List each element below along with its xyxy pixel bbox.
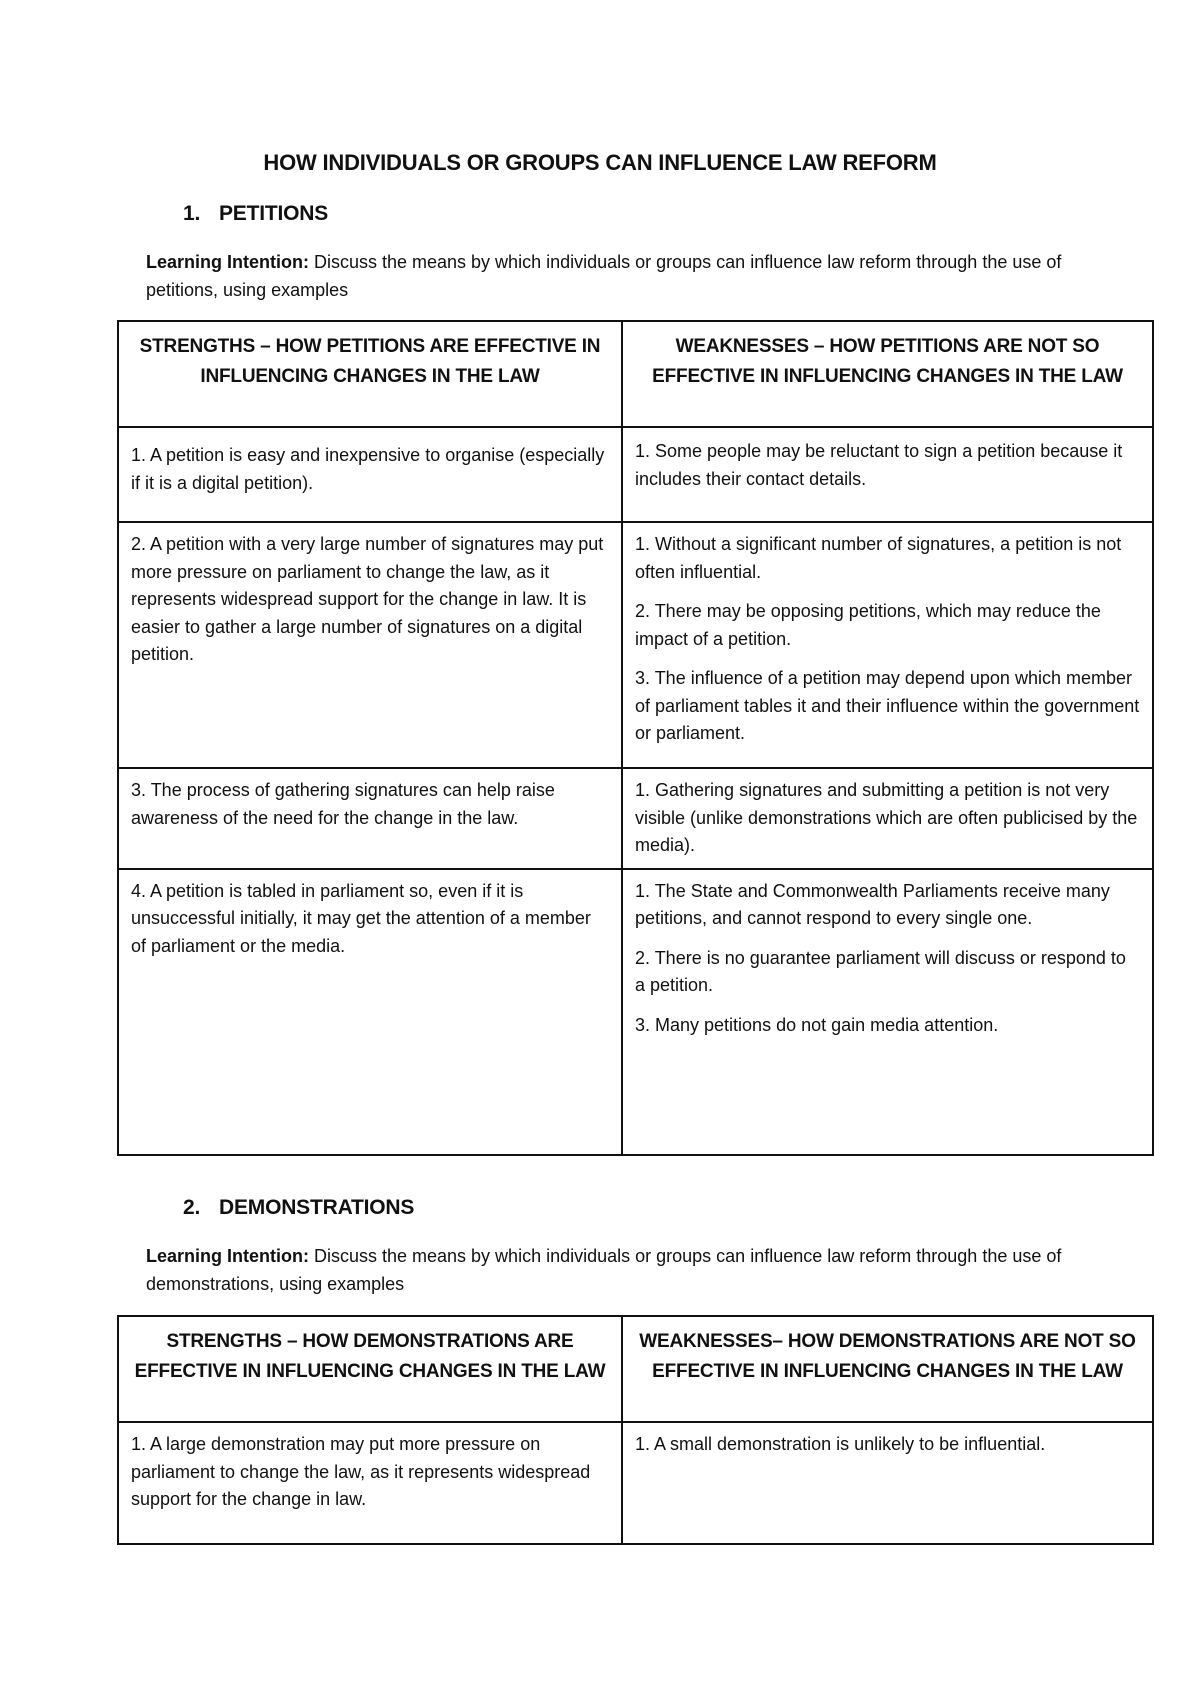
table-row xyxy=(118,522,1153,768)
table-header-row xyxy=(118,1316,1153,1422)
table-row xyxy=(118,768,1153,869)
strength-cell xyxy=(118,522,622,768)
weakness-text: 2. There is no guarantee parliament will discuss or respond to a petition. xyxy=(635,947,1126,995)
learning-intention-text: Discuss the means by which individuals or groups can influence law reform through the use of demonstrations, using examples xyxy=(146,1246,1062,1294)
weakness-cell xyxy=(622,768,1153,869)
table-row xyxy=(118,427,1153,522)
section-title: PETITIONS xyxy=(219,202,329,225)
table-header-row xyxy=(118,321,1153,427)
table-row xyxy=(118,869,1153,1155)
strengths-header: STRENGTHS – HOW DEMONSTRATIONS ARE EFFECTIVE IN INFLUENCING CHANGES IN THE LAW xyxy=(118,1316,622,1422)
section-title: DEMONSTRATIONS xyxy=(219,1196,415,1219)
strength-text: 1. A petition is easy and inexpensive to organise (especially if it is a digital petition). xyxy=(131,445,605,493)
learning-intention-text: Discuss the means by which individuals or groups can influence law reform through the use of petitions, using examples xyxy=(146,252,1062,300)
strengths-header: STRENGTHS – HOW PETITIONS ARE EFFECTIVE IN INFLUENCING CHANGES IN THE LAW xyxy=(118,321,622,427)
learning-intention-demonstrations xyxy=(146,1242,1076,1298)
page-title: HOW INDIVIDUALS OR GROUPS CAN INFLUENCE LAW REFORM xyxy=(263,150,937,175)
table-row xyxy=(118,1422,1153,1544)
weakness-text: 3. The influence of a petition may depend upon which member of parliament tables it and their influence within the government or parliament. xyxy=(635,668,1140,743)
weakness-cell xyxy=(622,1422,1153,1544)
strength-cell xyxy=(118,768,622,869)
learning-intention-label: Learning Intention: xyxy=(146,252,309,272)
strength-cell xyxy=(118,427,622,522)
weaknesses-header: WEAKNESSES – HOW PETITIONS ARE NOT SO EFFECTIVE IN INFLUENCING CHANGES IN THE LAW xyxy=(622,321,1153,427)
weakness-text: 1. Without a significant number of signatures, a petition is not often influential. xyxy=(635,534,1122,582)
strength-cell xyxy=(118,869,622,1155)
section-number: 1. xyxy=(183,202,201,225)
petitions-table xyxy=(117,320,1154,1156)
strength-text: 3. The process of gathering signatures can help raise awareness of the need for the change in the law. xyxy=(131,780,555,828)
learning-intention-label: Learning Intention: xyxy=(146,1246,309,1266)
weaknesses-header: WEAKNESSES– HOW DEMONSTRATIONS ARE NOT SO EFFECTIVE IN INFLUENCING CHANGES IN THE LAW xyxy=(622,1316,1153,1422)
weakness-cell xyxy=(622,869,1153,1155)
weakness-cell xyxy=(622,522,1153,768)
weakness-cell xyxy=(622,427,1153,522)
weakness-text: 1. The State and Commonwealth Parliaments receive many petitions, and cannot respond to every single one. xyxy=(635,880,1110,928)
weakness-text: 3. Many petitions do not gain media attention. xyxy=(635,1014,999,1035)
weakness-text: 1. Some people may be reluctant to sign a petition because it includes their contact details. xyxy=(635,441,1123,489)
strength-text: 2. A petition with a very large number of signatures may put more pressure on parliament to change the law, as it represents widespread support for the change in law. It is easier to gather a large number of signatures on a digital petition. xyxy=(131,534,604,664)
weakness-text: 1. A small demonstration is unlikely to be influential. xyxy=(635,1434,1046,1454)
weakness-text: 1. Gathering signatures and submitting a petition is not very visible (unlike demonstrations which are often publicised by the media). xyxy=(635,780,1138,855)
weakness-text: 2. There may be opposing petitions, which may reduce the impact of a petition. xyxy=(635,601,1101,649)
strength-text: 4. A petition is tabled in parliament so, even if it is unsuccessful initially, it may get the attention of a member of parliament or the media. xyxy=(131,880,591,956)
learning-intention-petitions xyxy=(146,248,1076,304)
strength-text: 1. A large demonstration may put more pressure on parliament to change the law, as it represents widespread support for the change in law. xyxy=(131,1434,591,1509)
strength-cell xyxy=(118,1422,622,1544)
demonstrations-table xyxy=(117,1315,1154,1545)
section-number: 2. xyxy=(183,1196,201,1219)
